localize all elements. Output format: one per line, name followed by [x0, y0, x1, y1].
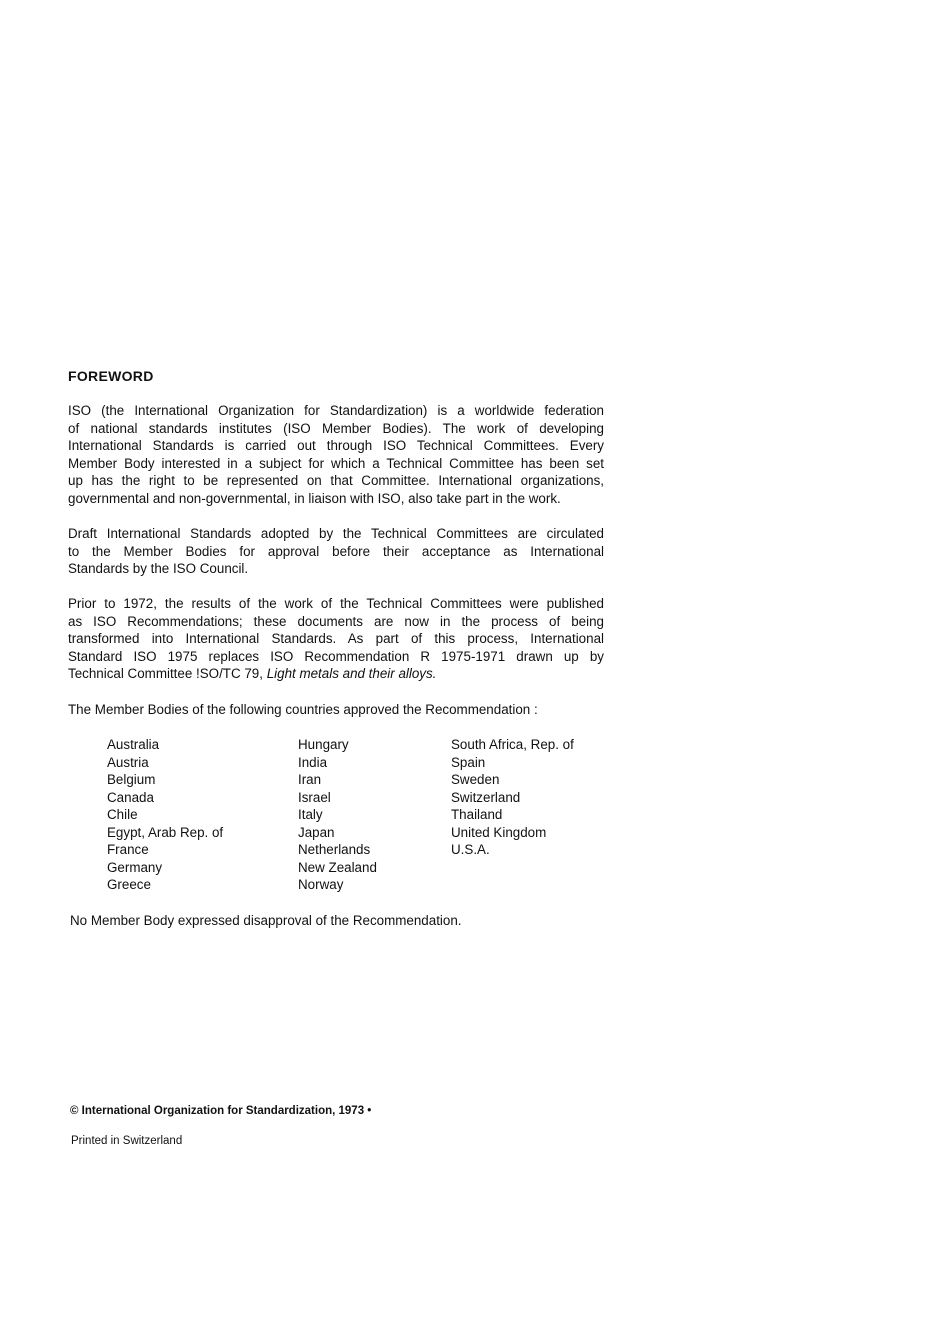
paragraph-line: to the Member Bodies for approval before their acceptance as International — [68, 543, 604, 559]
country-name: New Zealand — [298, 859, 377, 875]
country-name: Australia — [107, 737, 160, 752]
country-name: Spain — [451, 754, 486, 770]
foreword-paragraph-3 — [68, 595, 604, 683]
paragraph-line: Draft International Standards adopted by the Technical Committees are circulated — [68, 526, 604, 541]
country-name: Iran — [298, 772, 322, 787]
country-name: Greece — [107, 877, 151, 892]
paragraph-line: governmental and non-governmental, in liaison with ISO, also take part in the work. — [68, 490, 561, 506]
country-name: Netherlands — [298, 842, 371, 857]
country-name: United Kingdom — [451, 824, 547, 840]
country-name: Norway — [298, 877, 344, 892]
committee-title: Light metals and their alloys. — [266, 666, 437, 681]
approval-intro-paragraph — [68, 701, 604, 719]
committee-reference: Technical Committee !SO/TC 79, — [68, 666, 267, 681]
paragraph-line-last — [68, 665, 604, 683]
country-name: Egypt, Arab Rep. of — [107, 824, 224, 840]
country-name: France — [107, 842, 149, 857]
country-name: South Africa, Rep. of — [451, 737, 574, 752]
paragraph-line: Prior to 1972, the results of the work of the Technical Committees were published — [68, 596, 604, 611]
countries-column-1 — [107, 736, 223, 894]
country-name: India — [298, 754, 328, 770]
country-name: Chile — [107, 807, 138, 822]
paragraph-line: Standards by the ISO Council. — [68, 561, 249, 576]
foreword-paragraph-2 — [68, 525, 604, 578]
closing-statement: No Member Body expressed disapproval of the Recommendation. — [70, 913, 462, 928]
paragraph-line: Standard ISO 1975 replaces ISO Recommendation R 1975-1971 drawn up by — [68, 648, 604, 664]
approval-intro: The Member Bodies of the following countries approved the Recommendation : — [68, 702, 538, 717]
paragraph-line: ISO (the International Organization for Standardization) is a worldwide federation — [68, 403, 604, 418]
printed-location: Printed in Switzerland — [71, 1135, 183, 1147]
foreword-paragraph-1 — [68, 402, 604, 507]
countries-column-3 — [451, 736, 574, 859]
country-name: Canada — [107, 789, 154, 805]
country-name: Thailand — [451, 807, 503, 822]
paragraph-line: Member Body interested in a subject for which a Technical Committee has been set — [68, 455, 604, 471]
country-name: Japan — [298, 824, 335, 840]
foreword-heading: FOREWORD — [68, 368, 154, 384]
country-name: U.S.A. — [451, 842, 490, 857]
paragraph-line: transformed into International Standards. As part of this process, International — [68, 631, 604, 646]
country-name: Belgium — [107, 772, 156, 787]
country-name: Austria — [107, 754, 149, 770]
paragraph-line: up has the right to be represented on that Committee. International organizations, — [68, 473, 604, 488]
country-name: Switzerland — [451, 789, 521, 805]
paragraph-line: as ISO Recommendations; these documents are now in the process of being — [68, 613, 604, 629]
countries-column-2 — [298, 736, 377, 894]
country-name: Italy — [298, 807, 323, 822]
paragraph-line: of national standards institutes (ISO Member Bodies). The work of developing — [68, 420, 604, 436]
paragraph-line: International Standards is carried out through ISO Technical Committees. Every — [68, 438, 604, 453]
copyright-notice: © International Organization for Standardization, 1973 • — [70, 1105, 372, 1117]
country-name: Sweden — [451, 772, 500, 787]
country-name: Germany — [107, 859, 163, 875]
country-name: Hungary — [298, 737, 349, 752]
country-name: Israel — [298, 789, 331, 805]
